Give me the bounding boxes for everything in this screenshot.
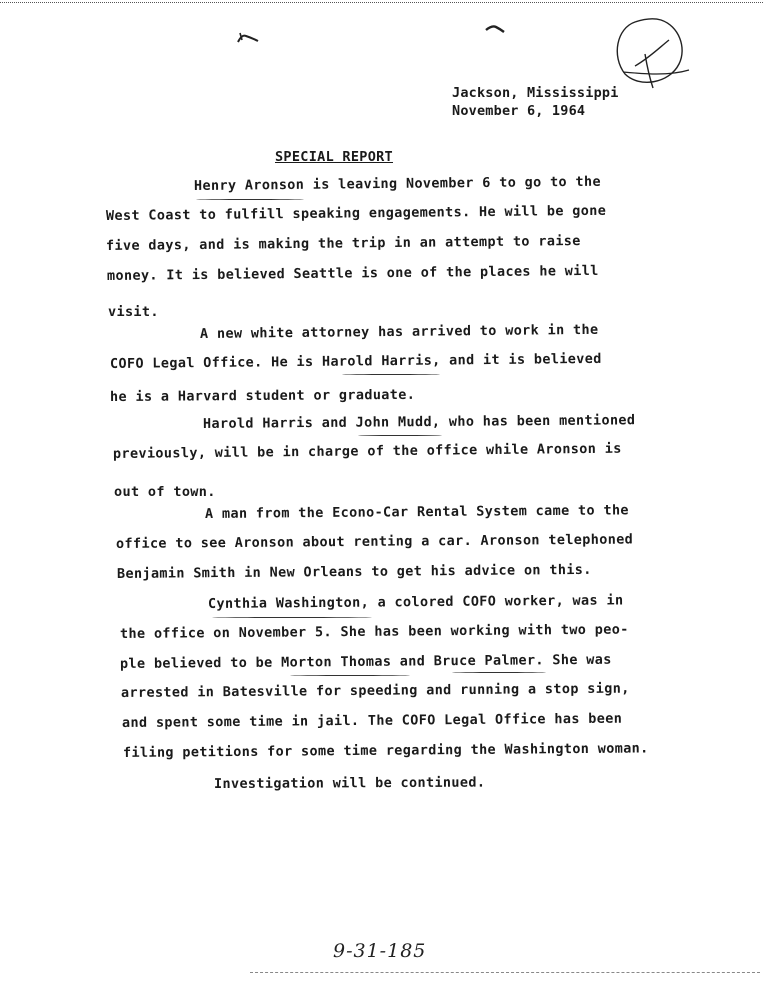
bottom-dashed-edge: [250, 972, 760, 973]
dateline-date: November 6, 1964: [452, 103, 586, 119]
body-line: A new white attorney has arrived to work in the: [199, 321, 599, 342]
report-title: SPECIAL REPORT: [275, 149, 393, 165]
body-line: money. It is believed Seattle is one of the places he will: [106, 262, 599, 284]
body-line: COFO Legal Office. He is Harold Harris, and it is believed: [109, 350, 602, 372]
circled-initial-mark: [605, 14, 695, 94]
body-line: he is a Harvard student or graduate.: [109, 386, 416, 405]
underline-henry-aronson: [196, 199, 304, 200]
body-line: arrested in Batesville for speeding and running a stop sign,: [120, 680, 630, 701]
body-line: visit.: [108, 304, 159, 320]
body-line: A man from the Econo-Car Rental System came to the: [204, 502, 629, 522]
body-line: Henry Aronson is leaving November 6 to go to the: [193, 173, 601, 194]
body-line: five days, and is making the trip in an attempt to raise: [105, 233, 581, 254]
check-mark-right: [484, 24, 506, 36]
dateline-location: Jackson, Mississippi: [452, 85, 619, 101]
body-line: and spent some time in jail. The COFO Legal Office has been: [121, 710, 623, 731]
handwritten-file-number: 9-31-185: [333, 940, 427, 962]
check-mark-left: [236, 30, 260, 46]
body-line: the office on November 5. She has been working with two peo-: [119, 621, 629, 642]
underline-harold-harris: [342, 374, 440, 375]
body-line: Cynthia Washington, a colored COFO worker, was in: [207, 592, 624, 612]
body-line: Investigation will be continued.: [213, 774, 486, 792]
body-line: filing petitions for some time regarding the Washington woman.: [122, 740, 649, 761]
top-dotted-edge: [0, 2, 763, 3]
body-line: out of town.: [114, 484, 216, 500]
body-line: previously, will be in charge of the office while Aronson is: [112, 440, 622, 462]
dateline: [452, 84, 619, 120]
underline-cynthia-washington: [212, 617, 372, 618]
body-line: ple believed to be Morton Thomas and Bruce Palmer. She was: [119, 651, 612, 672]
underline-bruce-palmer: [452, 672, 546, 673]
body-line: Harold Harris and John Mudd, who has been mentioned: [202, 412, 636, 432]
underline-john-mudd: [358, 435, 442, 436]
body-line: West Coast to fulfill speaking engagements. He will be gone: [105, 202, 607, 224]
body-line: office to see Aronson about renting a car. Aronson telephoned: [115, 531, 634, 552]
body-line: Benjamin Smith in New Orleans to get his advice on this.: [116, 561, 592, 582]
underline-morton-thomas: [290, 675, 410, 676]
